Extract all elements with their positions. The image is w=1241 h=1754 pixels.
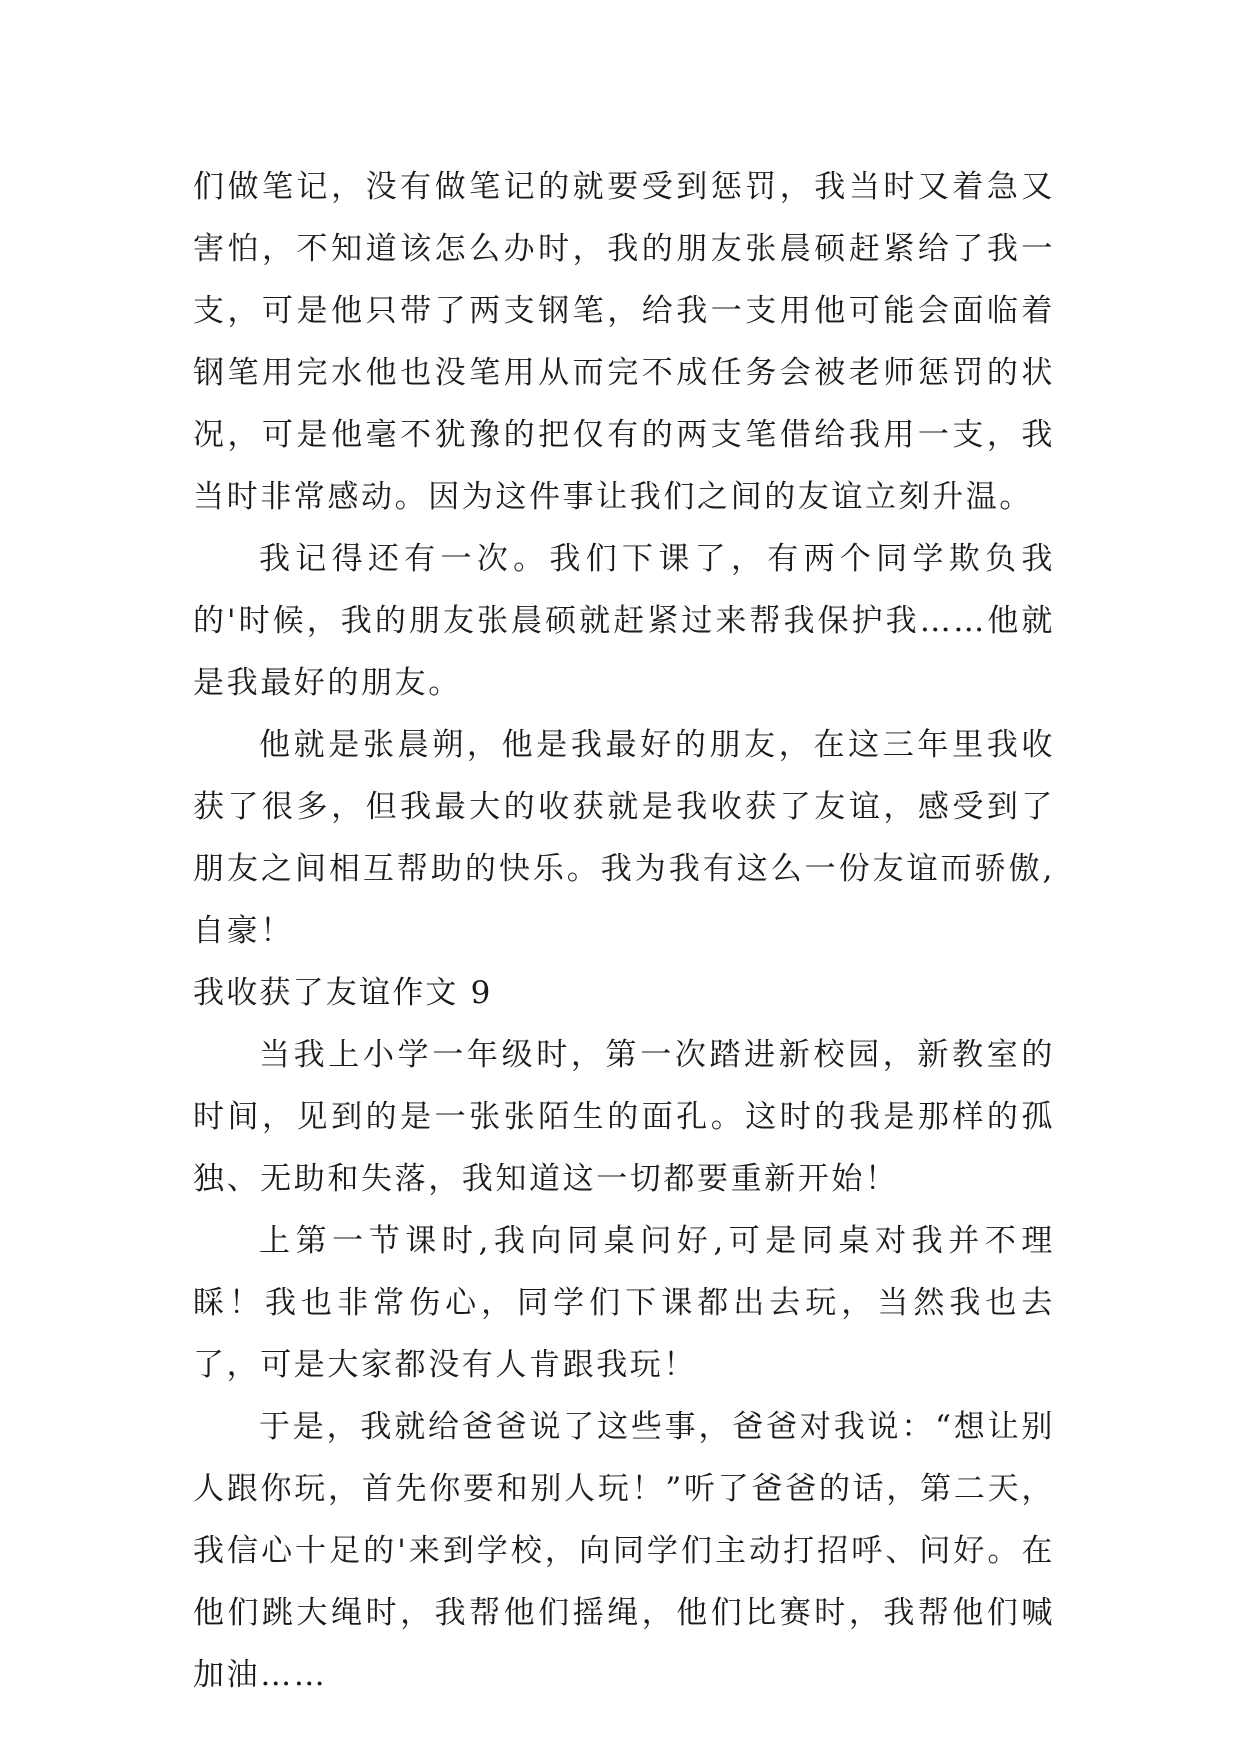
paragraph-6: 于是，我就给爸爸说了这些事，爸爸对我说：“想让别人跟你玩，首先你要和别人玩！”听了爸爸的话，第二天，我信心十足的'来到学校，向同学们主动打招呼、问好。在他们跳大绳时，我帮他们摇绳，他们比赛时，我帮他们喊加油…… xyxy=(193,1409,1055,1693)
paragraph-5: 上第一节课时,我向同桌问好,可是同桌对我并不理睬！我也非常伤心，同学们下课都出去玩，当然我也去了，可是大家都没有人肯跟我玩！ xyxy=(193,1223,1055,1383)
paragraph-2: 我记得还有一次。我们下课了，有两个同学欺负我的'时候，我的朋友张晨硕就赶紧过来帮我保护我……他就是我最好的朋友。 xyxy=(193,541,1055,701)
document-body xyxy=(193,156,1055,1706)
essay-title: 我收获了友谊作文 9 xyxy=(193,975,493,1011)
paragraph-1: 们做笔记，没有做笔记的就要受到惩罚，我当时又着急又害怕，不知道该怎么办时，我的朋友张晨硕赶紧给了我一支，可是他只带了两支钢笔，给我一支用他可能会面临着钢笔用完水他也没笔用从而完不成任务会被老师惩罚的状况，可是他毫不犹豫的把仅有的两支笔借给我用一支，我当时非常感动。因为这件事让我们之间的友谊立刻升温。 xyxy=(193,169,1055,515)
paragraph-3: 他就是张晨朔，他是我最好的朋友，在这三年里我收获了很多，但我最大的收获就是我收获了友谊，感受到了朋友之间相互帮助的快乐。我为我有这么一份友谊而骄傲,自豪！ xyxy=(193,727,1055,949)
paragraph-4: 当我上小学一年级时，第一次踏进新校园，新教室的时间，见到的是一张张陌生的面孔。这时的我是那样的孤独、无助和失落，我知道这一切都要重新开始！ xyxy=(193,1037,1055,1197)
